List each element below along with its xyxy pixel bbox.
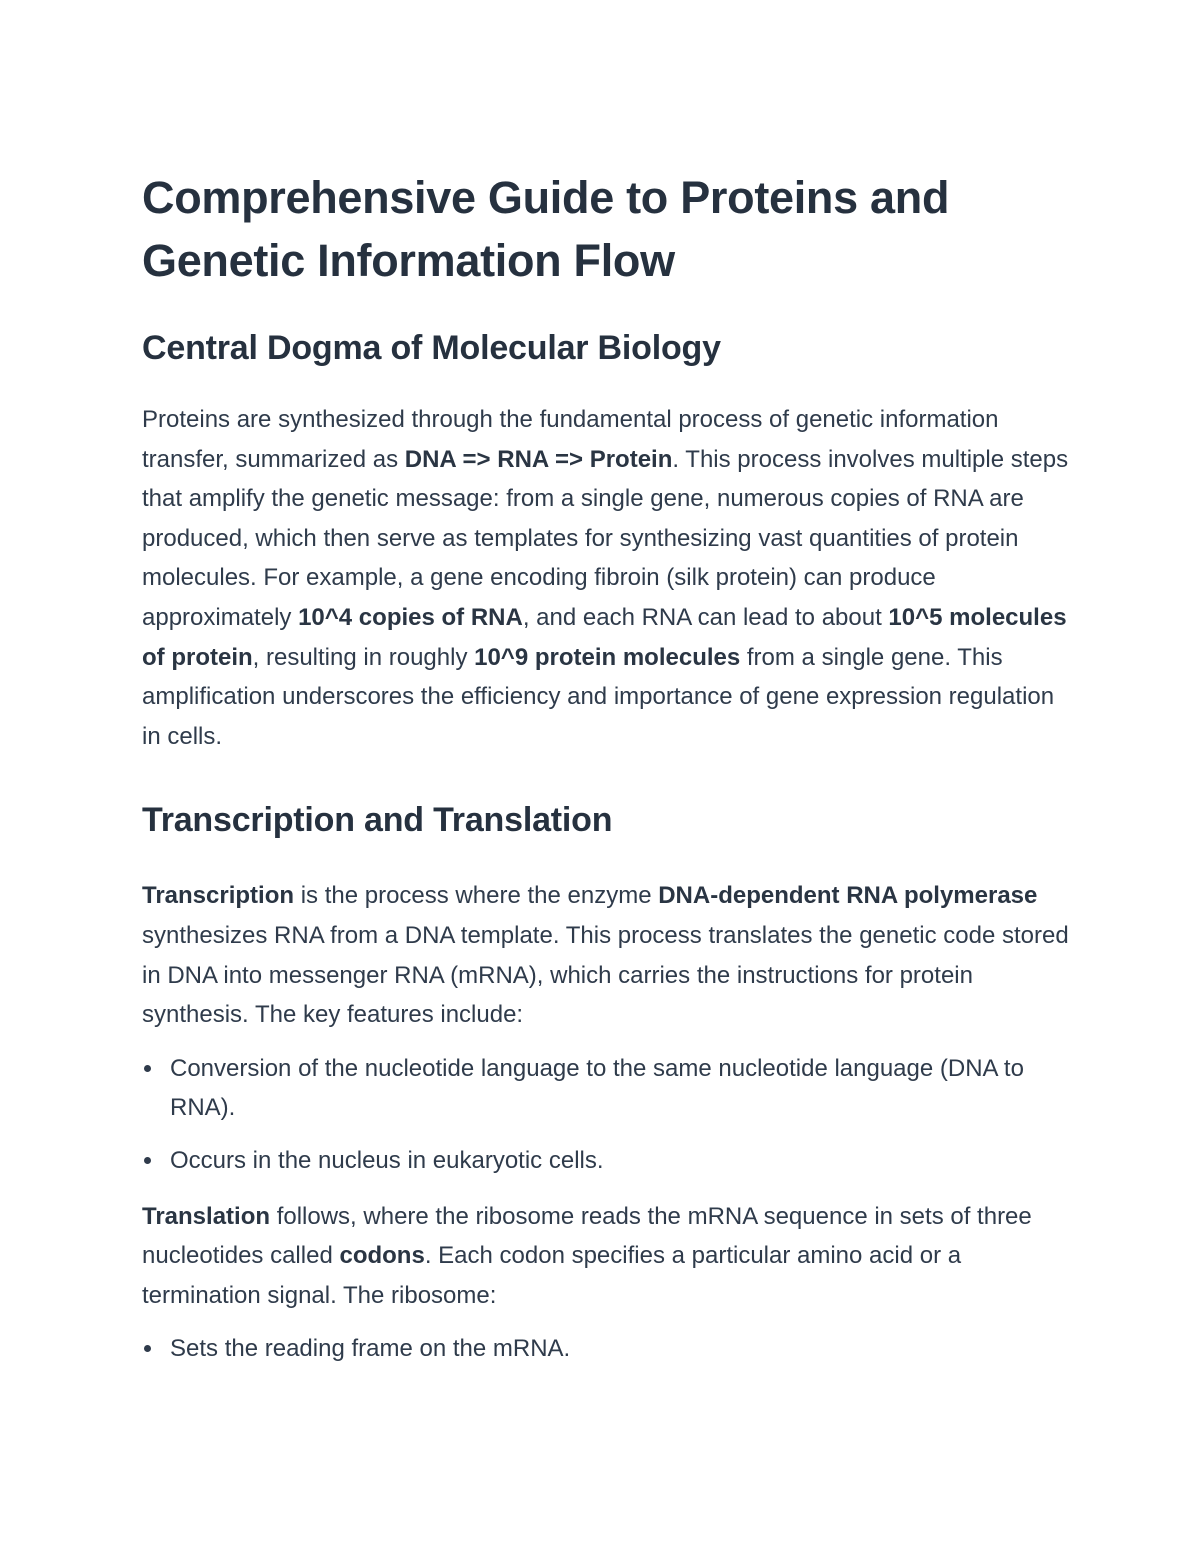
paragraph-text: follows, where the ribosome reads the mRNA sequence in sets of three nucleotides called <box>142 1202 1032 1270</box>
paragraph-text: synthesizes RNA from a DNA template. This process translates the genetic code stored in DNA into messenger RNA (mRNA), which carries the instructions for protein synthesis. The key features include: <box>142 921 1069 1029</box>
section-heading-transcription-translation: Transcription and Translation <box>142 801 613 840</box>
paragraph-text: is the process where the enzyme <box>294 882 659 910</box>
bold-term: 10^5 molecules of protein <box>142 603 1067 671</box>
bold-term: DNA-dependent RNA polymerase <box>658 882 1038 910</box>
transcription-paragraph <box>142 876 1072 1034</box>
list-item-text: Sets the reading frame on the mRNA. <box>170 1335 571 1363</box>
paragraph-text: . This process involves multiple steps that amplify the genetic message: from a single gene, numerous copies of RNA are produced, which then serve as templates for synthesizing vast quantities of protein molecules. For example, a gene encoding fibroin (silk protein) can produce approximately <box>142 445 1069 631</box>
bold-term: codons <box>339 1242 425 1270</box>
bullet-icon <box>144 1157 151 1164</box>
bold-term: 10^4 copies of RNA <box>298 603 523 631</box>
list-item <box>142 1049 1072 1128</box>
list-item <box>142 1329 1072 1369</box>
central-dogma-paragraph <box>142 400 1072 756</box>
document-title: Comprehensive Guide to Proteins and Genetic Information Flow <box>142 172 950 286</box>
paragraph-text: from a single gene. This amplification underscores the efficiency and importance of gene expression regulation in cells. <box>142 643 1055 750</box>
bold-term: 10^9 protein molecules <box>474 643 741 671</box>
bold-term: DNA => RNA => Protein <box>404 445 673 473</box>
document-page <box>142 166 1072 1382</box>
list-item <box>142 1141 1072 1181</box>
paragraph-text: Proteins are synthesized through the fundamental process of genetic information transfer, summarized as <box>142 406 999 473</box>
transcription-features-list <box>142 1049 1072 1181</box>
paragraph-text: , resulting in roughly <box>252 643 475 671</box>
bold-term: Transcription <box>142 882 295 910</box>
list-item-text: Occurs in the nucleus in eukaryotic cells. <box>170 1146 604 1174</box>
paragraph-text: , and each RNA can lead to about <box>522 603 889 631</box>
bold-term: Translation <box>142 1202 271 1230</box>
bullet-icon <box>144 1065 151 1072</box>
bullet-icon <box>144 1345 151 1352</box>
ribosome-features-list <box>142 1329 1072 1369</box>
section-heading-central-dogma: Central Dogma of Molecular Biology <box>142 329 721 367</box>
translation-paragraph <box>142 1197 1072 1316</box>
list-item-text: Conversion of the nucleotide language to the same nucleotide language (DNA to RNA). <box>170 1054 1024 1122</box>
paragraph-text: . Each codon specifies a particular amino acid or a termination signal. The ribosome: <box>142 1242 962 1309</box>
